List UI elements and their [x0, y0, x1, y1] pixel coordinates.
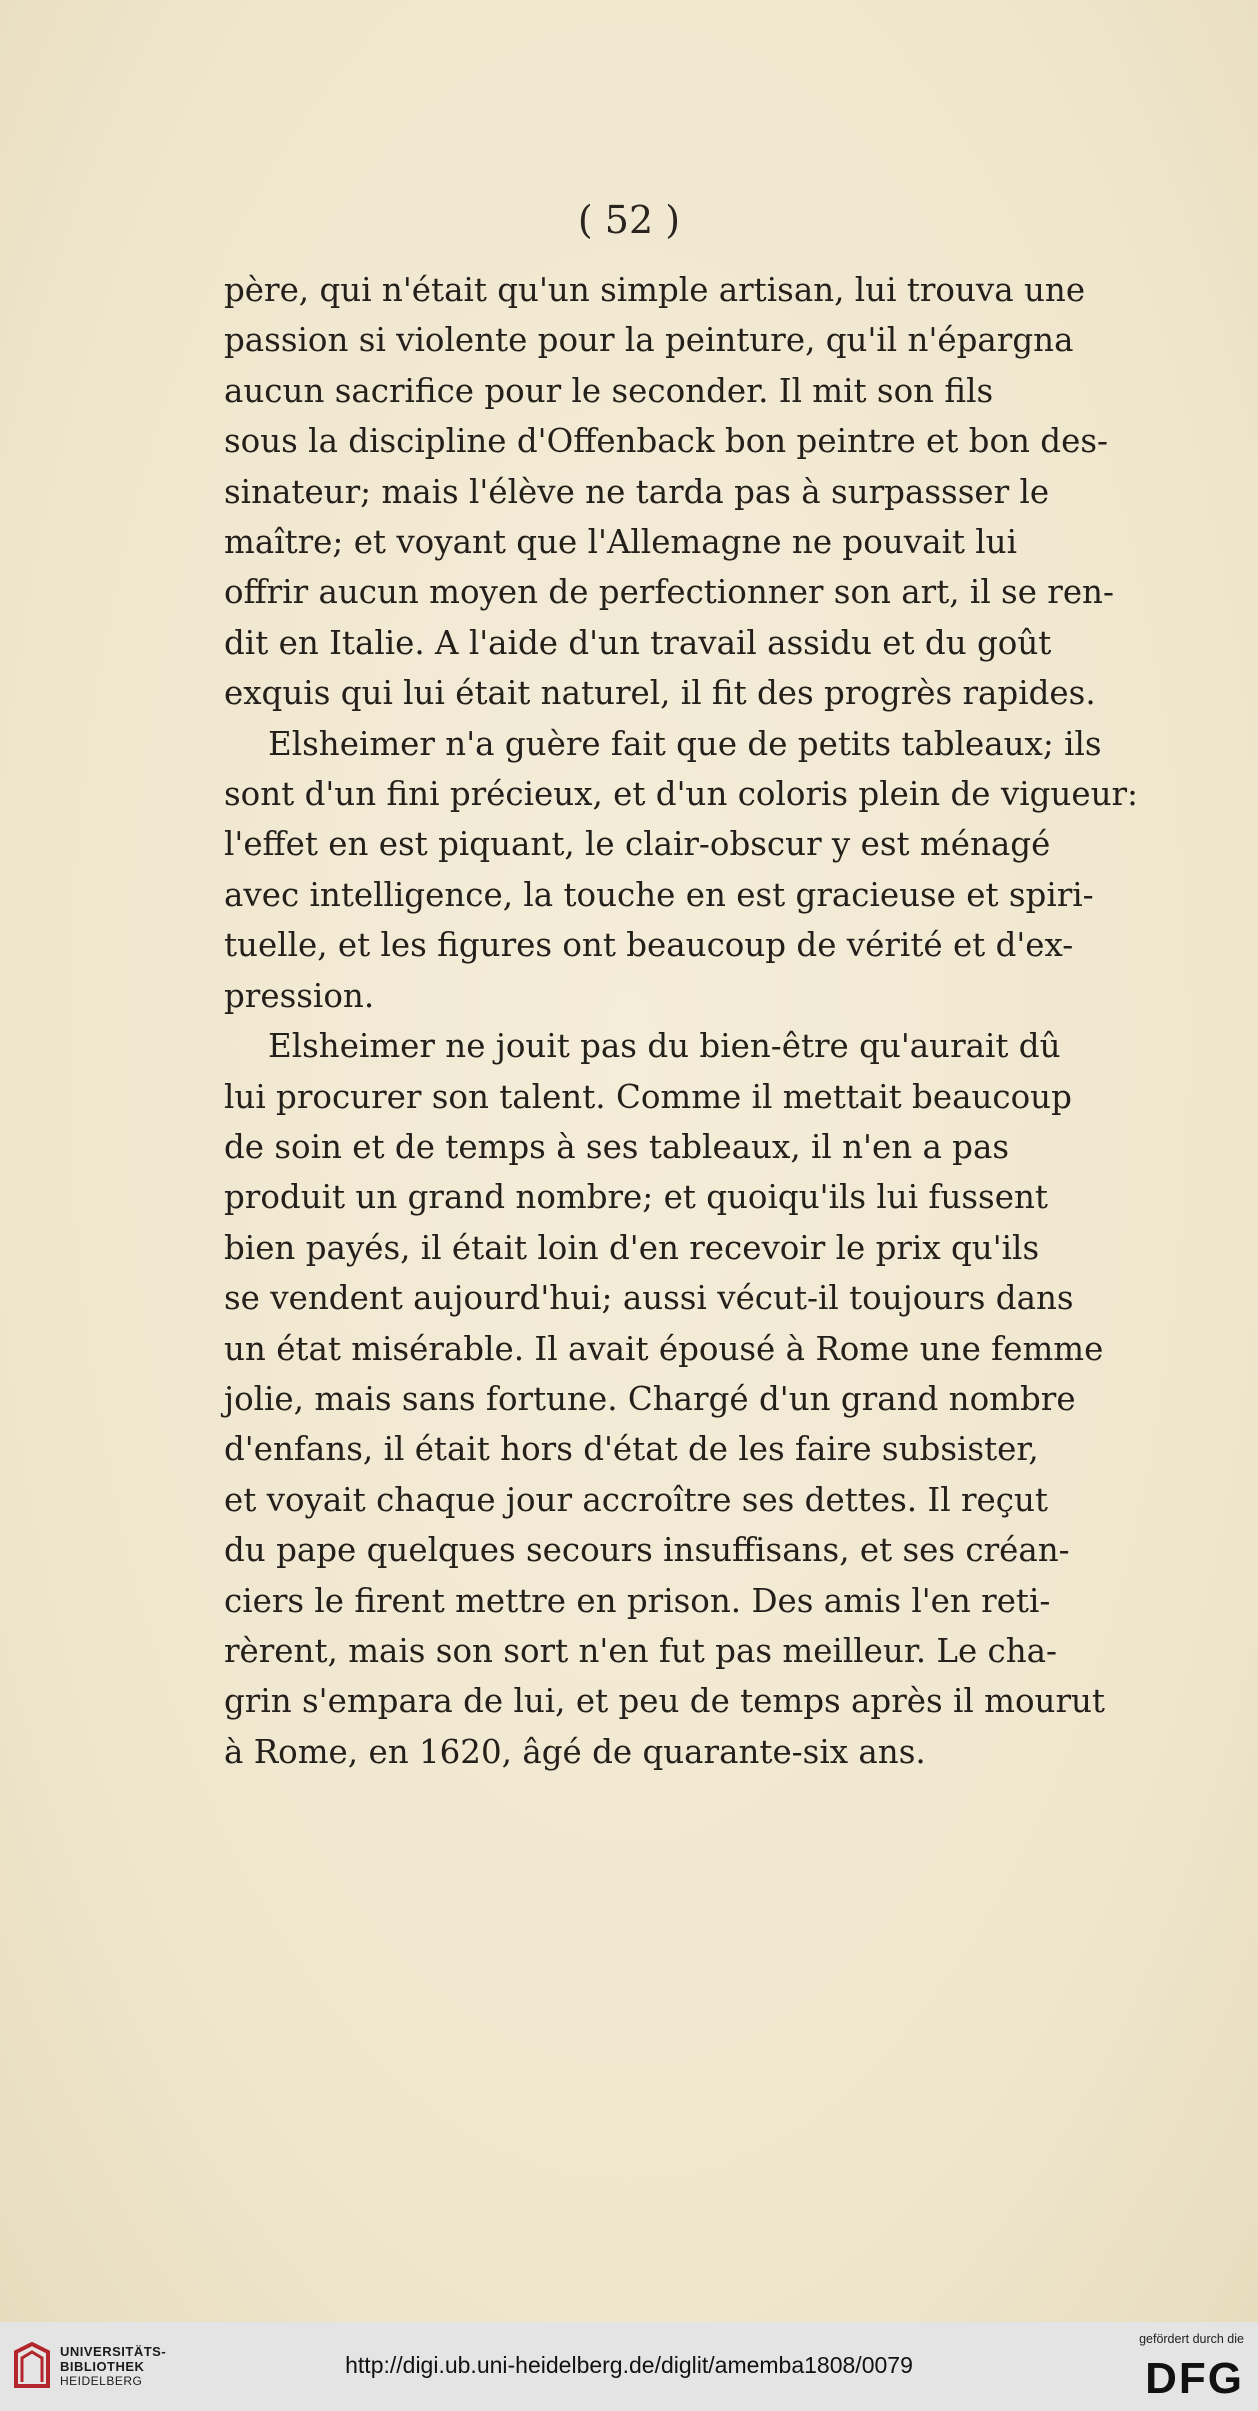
- paragraph-2: Elsheimer n'a guère fait que de petits tableaux; ils sont d'un fini précieux, et d'un coloris plein de vigueur: l'effet en est piquant, le clair-obscur y est ménagé avec intelligence, la touche en est gracieuse et spiri- tuelle, et les figures ont beaucoup de vérité et d'ex- pression.: [224, 724, 1138, 1015]
- page-number: ( 52 ): [577, 198, 681, 242]
- paragraph-1: père, qui n'était qu'un simple artisan, lui trouva une passion si violente pour la peinture, qu'il n'épargna aucun sacrifice pour le seconder. Il mit son fils sous la discipline d'Offenback bon peintre et bon des- sinateur; mais l'élève ne tarda pas à surpassser le maître; et voyant que l'Allemagne ne pouvait lui offrir aucun moyen de perfectionner son art, il se ren- dit en Italie. A l'aide d'un travail assidu et du goût exquis qui lui était naturel, il fit des progrès rapides.: [224, 271, 1114, 713]
- paragraph-3: Elsheimer ne jouit pas du bien-être qu'aurait dû lui procurer son talent. Comme il mettait beaucoup de soin et de temps à ses tableaux, il n'en a pas produit un grand nombre; et quoiqu'ils lui fussent bien payés, il était loin d'en recevoir le prix qu'ils se vendent aujourd'hui; aussi vécut-il toujours dans un état misérable. Il avait épousé à Rome une femme jolie, mais sans fortune. Chargé d'un grand nombre d'enfans, il était hors d'état de les faire subsister, et voyait chaque jour accroître ses dettes. Il reçut du pape quelques secours insuffisans, et ses créan- ciers le firent mettre en prison. Des amis l'en reti- rèrent, mais son sort n'en fut pas meilleur. Le cha- grin s'empara de lui, et peu de temps après il mourut à Rome, en 1620, âgé de quarante-six ans.: [224, 1027, 1105, 1771]
- footer-bar: [0, 2322, 1258, 2411]
- funded-by-label: gefördert durch die: [1139, 2332, 1244, 2346]
- permalink-url[interactable]: http://digi.ub.uni-heidelberg.de/diglit/amemba1808/0079: [345, 2352, 913, 2378]
- dfg-logo: DFG: [1145, 2354, 1244, 2403]
- logo-line-2: BIBLIOTHEK: [60, 2359, 145, 2374]
- logo-line-3: HEIDELBERG: [60, 2374, 143, 2388]
- body-text: [224, 265, 1146, 1777]
- logo-line-1: UNIVERSITÄTS-: [60, 2344, 167, 2359]
